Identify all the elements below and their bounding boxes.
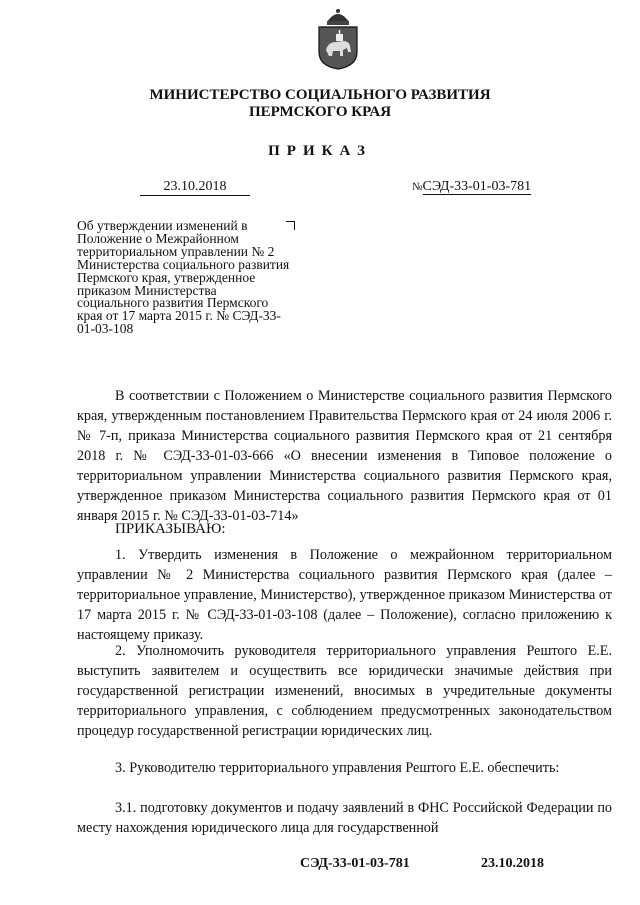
order-number-block <box>412 179 531 195</box>
ministry-name-line1: МИНИСТЕРСТВО СОЦИАЛЬНОГО РАЗВИТИЯ <box>149 87 491 103</box>
footer-order-number: СЭД-33-01-03-781 <box>300 856 410 871</box>
order-subject: Об утверждении изменений в Положение о Межрайонном территориальном управлении № 2 Министерства социального развития Пермского края, утвержденное приказом Министерства социального развития Пермского края от 17 марта 2015 г. № СЭД-33-01-03-108 <box>77 218 290 337</box>
ministry-name-line2: ПЕРМСКОГО КРАЯ <box>248 104 392 120</box>
order-date: 23.10.2018 <box>140 179 250 196</box>
document-type-title: ПРИКАЗ <box>268 143 372 159</box>
coat-of-arms-icon <box>313 8 363 70</box>
number-sign: № <box>412 181 423 193</box>
order-number: СЭД-33-01-03-781 <box>422 179 532 194</box>
item-3-1-paragraph: 3.1. подготовку документов и подачу заявлений в ФНС Российской Федерации по месту нахождения юридического лица для государственной <box>77 800 612 836</box>
item-2-paragraph: 2. Уполномочить руководителя территориального управления Рештого Е.Е. выступить заявителем и осуществить все юридически значимые действия при государственной регистрации изменений, вносимых в учредительные документы территориального управления, с соблюдением предусмотренных законодательством процедур государственной регистрации юридических лиц. <box>77 643 612 739</box>
footer-order-date: 23.10.2018 <box>481 856 544 871</box>
order-word: ПРИКАЗЫВАЮ: <box>115 521 226 537</box>
item-3-paragraph: 3. Руководителю территориального управления Рештого Е.Е. обеспечить: <box>115 760 560 776</box>
preamble-paragraph: В соответствии с Положением о Министерстве социального развития Пермского края, утвержденным постановлением Правительства Пермского края от 24 июля 2006 г. № 7-п, приказа Министерства социального развития Пермского края от 21 сентября 2018 г. № СЭД-33-01-03-666 «О внесении изменения в Типовое положение о территориальном управлении Министерства социального развития Пермского края, утвержденное приказом Министерства социального развития Пермского края от 01 января 2015 г. № СЭД-33-01-03-714» <box>77 388 612 524</box>
subject-corner-mark <box>286 221 295 230</box>
item-1-paragraph: 1. Утвердить изменения в Положение о межрайонном территориальном управлении № 2 Министерства социального развития Пермского края (далее – территориальное управление, Министерство), утвержденное приказом Министерства от 17 марта 2015 г. № СЭД-33-01-03-108 (далее – Положение), согласно приложению к настоящему приказу. <box>77 547 612 643</box>
